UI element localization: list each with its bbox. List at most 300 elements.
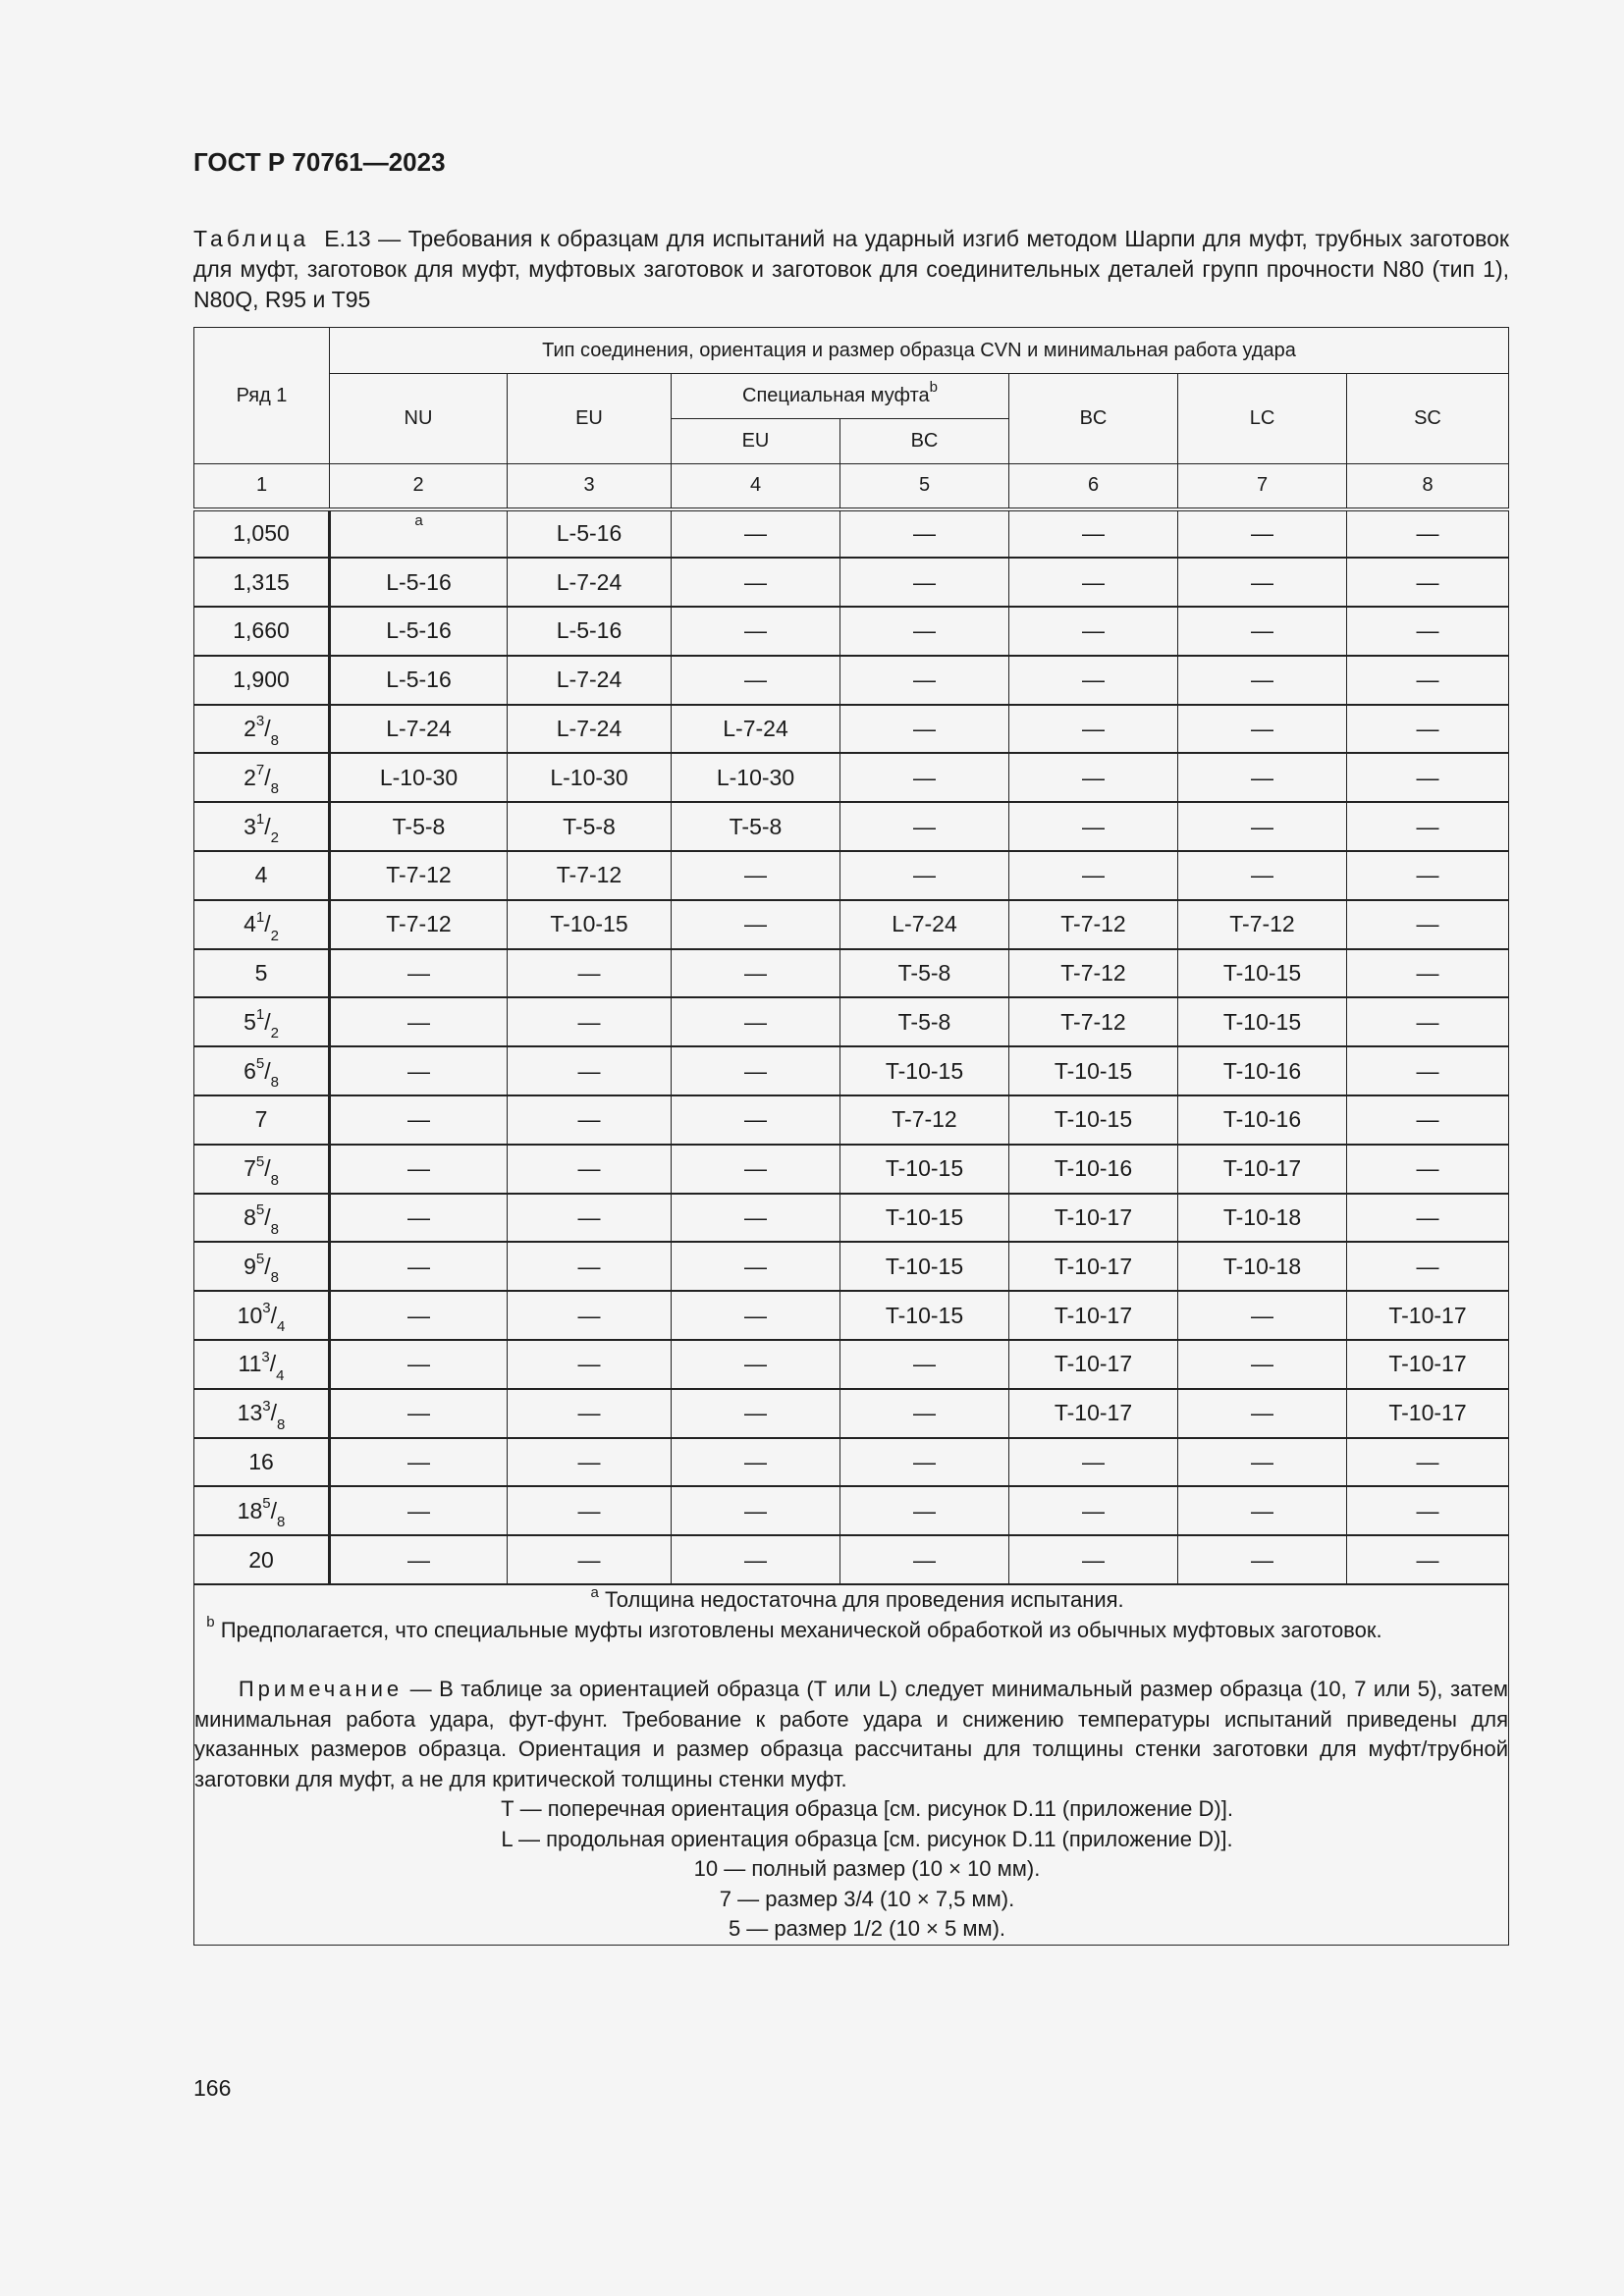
table-cell: — (672, 1291, 840, 1340)
table-cell: — (672, 1340, 840, 1389)
row-size-whole: 13 (237, 1400, 263, 1426)
table-row (194, 1145, 1509, 1194)
table-cell: — (330, 1438, 508, 1487)
table-cell: T-10-15 (1178, 997, 1347, 1046)
table-cell: — (1347, 656, 1509, 705)
table-body (194, 509, 1509, 1585)
table-cell: — (508, 1046, 672, 1095)
table-cell: — (840, 802, 1009, 851)
table-cell: — (672, 900, 840, 949)
note-paragraph (194, 1675, 1508, 1794)
col-header-eu: EU (508, 374, 672, 464)
row-size-whole: 2 (244, 716, 256, 742)
table-cell: — (1009, 753, 1178, 802)
table-cell: — (508, 1194, 672, 1243)
row-size-whole: 18 (237, 1497, 263, 1523)
table-cell: — (672, 851, 840, 900)
row-size-cell (194, 1535, 330, 1584)
table-cell: L-7-24 (330, 705, 508, 754)
table-cell: T-10-17 (1009, 1194, 1178, 1243)
table-cell: — (1009, 1486, 1178, 1535)
table-cell: — (672, 1095, 840, 1145)
special-coupling-label: Специальная муфта (742, 385, 930, 406)
table-cell: — (1009, 802, 1178, 851)
row-size-whole: 10 (237, 1302, 263, 1328)
table-cell: — (1009, 509, 1178, 559)
table-cell: T-10-15 (840, 1046, 1009, 1095)
table-cell: — (672, 1046, 840, 1095)
table-cell: — (508, 1145, 672, 1194)
table-cell: — (330, 949, 508, 998)
row-size-cell (194, 1095, 330, 1145)
table-cell: — (1347, 1486, 1509, 1535)
table-cell: — (508, 949, 672, 998)
table-row (194, 558, 1509, 607)
table-cell: — (1178, 1486, 1347, 1535)
table-cell: T-10-15 (840, 1291, 1009, 1340)
table-row (194, 1242, 1509, 1291)
table-cell: — (840, 1389, 1009, 1438)
table-row (194, 1095, 1509, 1145)
row-size-numerator: 1 (255, 1006, 265, 1024)
row-size-denominator: 4 (276, 1367, 285, 1385)
table-cell: — (508, 1340, 672, 1389)
table-cell: T-10-16 (1178, 1095, 1347, 1145)
table-cell: — (840, 558, 1009, 607)
table-cell: — (672, 1438, 840, 1487)
fraction-slash: / (270, 1497, 277, 1523)
table-cell: T-10-15 (1009, 1095, 1178, 1145)
table-cell: — (672, 1486, 840, 1535)
row-size-cell (194, 1486, 330, 1535)
table-cell: — (672, 607, 840, 656)
row-size-cell (194, 509, 330, 559)
table-cell: — (1347, 1046, 1509, 1095)
table-cell: — (1009, 705, 1178, 754)
table-cell: — (1178, 656, 1347, 705)
row-size-cell (194, 558, 330, 607)
col-header-lc: LC (1178, 374, 1347, 464)
table-cell: — (840, 509, 1009, 559)
table-row (194, 1291, 1509, 1340)
table-cell: — (840, 1438, 1009, 1487)
table-cell: — (1009, 558, 1178, 607)
table-cell: — (1178, 802, 1347, 851)
table-cell: — (1178, 1291, 1347, 1340)
table-cell: — (672, 558, 840, 607)
table-cell: — (1178, 607, 1347, 656)
row-size: 1,900 (233, 667, 290, 693)
row-size: 5 (254, 960, 268, 987)
fraction-slash: / (264, 1204, 271, 1231)
table-cell: — (1347, 802, 1509, 851)
row-size-numerator: 5 (255, 1201, 265, 1219)
table-row (194, 509, 1509, 559)
table-cell: — (672, 509, 840, 559)
table-cell: T-7-12 (508, 851, 672, 900)
row-size: 1,050 (233, 520, 290, 547)
row-size: 1,660 (233, 617, 290, 644)
row-size-cell (194, 1194, 330, 1243)
note-text: — В таблице за ориентацией образца (Т или L) следует минимальный размер образца (10, 7 или 5), затем минимальная работа удара, фут-фунт. Требование к работе удара и снижению температуры испытаний приведены для указанных размеров образца. Ориентация и размер образца рассчитаны для толщины стенки заготовки для муфт/трубной заготовки для муфт, а не для критической толщины стенки муфт. (194, 1677, 1508, 1791)
table-cell: — (1178, 851, 1347, 900)
note-line: Т — поперечная ориентация образца [см. рисунок D.11 (приложение D)]. (501, 1796, 1233, 1822)
row-size-cell (194, 1242, 330, 1291)
table-cell: — (508, 1095, 672, 1145)
footnote-ref-a: a (414, 511, 423, 529)
table-cell: — (330, 1340, 508, 1389)
table-row (194, 705, 1509, 754)
fraction-slash: / (264, 1155, 271, 1182)
table-cell: T-10-17 (1178, 1145, 1347, 1194)
table-row (194, 1340, 1509, 1389)
table-cell: T-5-8 (840, 997, 1009, 1046)
table-cell: T-10-17 (1009, 1291, 1178, 1340)
table-cell: L-7-24 (508, 705, 672, 754)
row-size-denominator: 4 (276, 1318, 286, 1336)
table-cell: — (1009, 1438, 1178, 1487)
table-row (194, 753, 1509, 802)
table-cell: — (330, 1535, 508, 1584)
row-size-whole: 9 (244, 1253, 256, 1279)
table-cell: — (330, 1095, 508, 1145)
table-cell: — (1009, 656, 1178, 705)
table-cell: — (1347, 1535, 1509, 1584)
table-cell: — (672, 1145, 840, 1194)
table-row (194, 900, 1509, 949)
table-cell: T-10-18 (1178, 1242, 1347, 1291)
table-cell: L-7-24 (840, 900, 1009, 949)
table-row (194, 1438, 1509, 1487)
row-size-cell (194, 1389, 330, 1438)
fraction-slash: / (264, 911, 271, 937)
row-size-denominator: 8 (270, 780, 279, 798)
footnote-a-mark: a (590, 1583, 599, 1601)
table-row (194, 1194, 1509, 1243)
row-size-numerator: 1 (255, 811, 265, 828)
row-size-numerator: 3 (255, 713, 265, 730)
table-cell: — (672, 1389, 840, 1438)
table-cell: — (840, 705, 1009, 754)
table-cell: — (1178, 509, 1347, 559)
table-cell: — (1178, 753, 1347, 802)
table-cell: T-10-17 (1009, 1389, 1178, 1438)
row-size-whole: 2 (244, 764, 256, 790)
table-row (194, 851, 1509, 900)
row-size-denominator: 8 (276, 1415, 286, 1433)
table-cell: — (672, 656, 840, 705)
col-header-nu: NU (330, 374, 508, 464)
table-cell: — (1347, 997, 1509, 1046)
footnote-a-text: Толщина недостаточна для проведения испытания. (605, 1587, 1124, 1613)
fraction-slash: / (269, 1351, 277, 1377)
table-cell: — (1347, 1194, 1509, 1243)
table-cell: — (672, 997, 840, 1046)
row-size-denominator: 2 (270, 1025, 279, 1042)
row-size-cell (194, 997, 330, 1046)
table-cell: T-5-8 (508, 802, 672, 851)
table-row (194, 997, 1509, 1046)
table-row (194, 1389, 1509, 1438)
fraction-slash: / (270, 1400, 277, 1426)
row-size-denominator: 2 (270, 927, 279, 944)
footnote-b-text: Предполагается, что специальные муфты изготовлены механической обработкой из обычных муфтовых заготовок. (220, 1617, 1382, 1642)
table-cell: — (1178, 1340, 1347, 1389)
table-caption (193, 224, 1509, 315)
document-header: ГОСТ Р 70761—2023 (193, 147, 446, 177)
col-number: 1 (194, 464, 330, 509)
table-cell: — (840, 607, 1009, 656)
page-number: 166 (193, 2075, 232, 2101)
table-cell: L-5-16 (508, 509, 672, 559)
col-number: 4 (672, 464, 840, 509)
table-cell: — (1347, 509, 1509, 559)
col-header-sc: SC (1347, 374, 1509, 464)
table-cell: — (1009, 607, 1178, 656)
table-cell: — (840, 1535, 1009, 1584)
table-cell: — (1347, 753, 1509, 802)
table-cell (330, 509, 508, 559)
footnote-mark-b: b (929, 379, 938, 397)
table-cell: T-7-12 (1009, 949, 1178, 998)
col-number: 3 (508, 464, 672, 509)
table-cell: — (330, 1242, 508, 1291)
row-size-cell (194, 656, 330, 705)
fraction-slash: / (264, 1057, 271, 1084)
table-cell: L-7-24 (508, 558, 672, 607)
table-cell: — (840, 753, 1009, 802)
table-cell: T-5-8 (330, 802, 508, 851)
table-cell: — (672, 949, 840, 998)
col-header-special-eu: EU (672, 419, 840, 464)
table-cell: — (508, 1486, 672, 1535)
table-cell: L-10-30 (672, 753, 840, 802)
row-size-denominator: 8 (270, 1269, 279, 1287)
row-size: 4 (254, 862, 268, 888)
footnote-b (194, 1616, 1508, 1646)
fraction-slash: / (264, 716, 271, 742)
table-cell: — (1347, 851, 1509, 900)
fraction-slash: / (264, 1008, 271, 1035)
table-cell: L-10-30 (508, 753, 672, 802)
table-cell: — (330, 1194, 508, 1243)
requirements-table (193, 327, 1509, 1946)
col-header-special-bc: BC (840, 419, 1009, 464)
note-label: Примечание (238, 1677, 404, 1702)
table-cell: — (330, 1486, 508, 1535)
table-cell: — (1347, 1095, 1509, 1145)
table-cell: L-5-16 (508, 607, 672, 656)
table-cell: — (1347, 900, 1509, 949)
row-size-numerator: 3 (262, 1397, 271, 1415)
table-cell: — (508, 1291, 672, 1340)
table-cell: — (1347, 705, 1509, 754)
table-row (194, 1535, 1509, 1584)
table-cell: — (1178, 1389, 1347, 1438)
table-cell: T-7-12 (1009, 997, 1178, 1046)
fraction-slash: / (264, 813, 271, 839)
table-cell: L-5-16 (330, 558, 508, 607)
row-size-cell (194, 851, 330, 900)
table-cell: T-5-8 (672, 802, 840, 851)
footnote-a (194, 1585, 1508, 1616)
table-caption-prefix: Таблица (193, 226, 310, 251)
table-cell: T-7-12 (330, 851, 508, 900)
row-size-numerator: 3 (261, 1348, 270, 1365)
col-number: 7 (1178, 464, 1347, 509)
table-row (194, 802, 1509, 851)
table-cell: L-7-24 (672, 705, 840, 754)
table-cell: T-10-15 (840, 1194, 1009, 1243)
row-header: Ряд 1 (194, 328, 330, 464)
footnote-b-mark: b (206, 1614, 215, 1631)
table-cell: — (840, 851, 1009, 900)
fraction-slash: / (264, 1253, 271, 1279)
table-cell: — (1347, 1242, 1509, 1291)
table-cell: T-10-17 (1347, 1291, 1509, 1340)
row-size-numerator: 5 (255, 1152, 265, 1170)
table-cell: — (1178, 1535, 1347, 1584)
table-cell: T-10-15 (840, 1145, 1009, 1194)
table-cell: T-5-8 (840, 949, 1009, 998)
col-header-bc: BC (1009, 374, 1178, 464)
table-cell: — (840, 656, 1009, 705)
table-cell: — (1347, 1145, 1509, 1194)
table-cell: T-10-18 (1178, 1194, 1347, 1243)
table-cell: — (330, 1046, 508, 1095)
table-cell: — (1347, 558, 1509, 607)
table-cell: T-10-17 (1347, 1389, 1509, 1438)
row-size-cell (194, 802, 330, 851)
row-size-whole: 3 (244, 813, 256, 839)
col-number: 6 (1009, 464, 1178, 509)
table-cell: T-7-12 (840, 1095, 1009, 1145)
table-cell: — (330, 1389, 508, 1438)
table-cell: T-10-16 (1178, 1046, 1347, 1095)
row-size-denominator: 2 (270, 829, 279, 847)
row-size-numerator: 5 (262, 1495, 271, 1513)
table-cell: — (672, 1242, 840, 1291)
table-row (194, 949, 1509, 998)
table-cell: — (672, 1535, 840, 1584)
table-row (194, 1486, 1509, 1535)
row-size-numerator: 7 (255, 762, 265, 779)
table-cell: — (840, 1486, 1009, 1535)
table-cell: — (330, 997, 508, 1046)
table-cell: — (508, 997, 672, 1046)
table-cell: T-10-15 (1009, 1046, 1178, 1095)
table-cell: — (508, 1242, 672, 1291)
table-notes (194, 1584, 1509, 1945)
row-size-denominator: 8 (270, 1074, 279, 1092)
row-size-cell (194, 1046, 330, 1095)
table-row (194, 607, 1509, 656)
table-cell: T-10-16 (1009, 1145, 1178, 1194)
note-line: 7 — размер 3/4 (10 × 7,5 мм). (719, 1886, 1015, 1911)
table-cell: — (1347, 607, 1509, 656)
table-cell: — (1009, 1535, 1178, 1584)
table-cell: — (330, 1145, 508, 1194)
table-cell: T-7-12 (1178, 900, 1347, 949)
row-size: 20 (248, 1546, 274, 1573)
row-size-whole: 8 (244, 1204, 256, 1231)
row-size-whole: 7 (244, 1155, 256, 1182)
col-number: 5 (840, 464, 1009, 509)
row-size-denominator: 8 (276, 1514, 286, 1531)
table-row (194, 656, 1509, 705)
table-cell: T-10-17 (1009, 1340, 1178, 1389)
row-size: 1,315 (233, 568, 290, 595)
table-cell: T-10-15 (1178, 949, 1347, 998)
row-size-whole: 4 (244, 911, 256, 937)
row-size-whole: 5 (244, 1008, 256, 1035)
table-cell: T-10-17 (1347, 1340, 1509, 1389)
table-cell: — (508, 1389, 672, 1438)
table-cell: L-5-16 (330, 656, 508, 705)
table-cell: T-7-12 (1009, 900, 1178, 949)
col-number: 8 (1347, 464, 1509, 509)
group-header: Тип соединения, ориентация и размер образца CVN и минимальная работа удара (330, 328, 1509, 374)
table-cell: — (1178, 1438, 1347, 1487)
row-size-whole: 6 (244, 1057, 256, 1084)
table-cell: L-10-30 (330, 753, 508, 802)
row-size-cell (194, 900, 330, 949)
note-line: 10 — полный размер (10 × 10 мм). (693, 1856, 1041, 1882)
fraction-slash: / (270, 1302, 277, 1328)
table-cell: — (1347, 1438, 1509, 1487)
table-cell: — (1009, 851, 1178, 900)
table-cell: — (1347, 949, 1509, 998)
table-cell: — (508, 1438, 672, 1487)
row-size-numerator: 3 (262, 1299, 271, 1316)
col-number: 2 (330, 464, 508, 509)
row-size: 16 (248, 1449, 274, 1475)
col-header-special-coupling (672, 374, 1009, 419)
table-cell: — (840, 1340, 1009, 1389)
table-cell: — (1178, 705, 1347, 754)
row-size-cell (194, 949, 330, 998)
row-size: 7 (254, 1106, 268, 1133)
table-cell: — (1178, 558, 1347, 607)
note-line: L — продольная ориентация образца [см. рисунок D.11 (приложение D)]. (501, 1826, 1233, 1851)
table-cell: T-7-12 (330, 900, 508, 949)
table-cell: — (330, 1291, 508, 1340)
row-size-cell (194, 1340, 330, 1389)
row-size-numerator: 1 (255, 908, 265, 926)
row-size-denominator: 8 (270, 1171, 279, 1189)
row-size-cell (194, 705, 330, 754)
row-size-cell (194, 753, 330, 802)
row-size-cell (194, 607, 330, 656)
table-cell: T-10-15 (840, 1242, 1009, 1291)
table-row (194, 1046, 1509, 1095)
row-size-whole: 11 (238, 1351, 262, 1377)
row-size-cell (194, 1438, 330, 1487)
row-size-numerator: 5 (255, 1251, 265, 1268)
table-cell: — (508, 1535, 672, 1584)
row-size-cell (194, 1145, 330, 1194)
table-cell: T-10-17 (1009, 1242, 1178, 1291)
table-cell: — (672, 1194, 840, 1243)
table-cell: L-5-16 (330, 607, 508, 656)
table-caption-text: Е.13 — Требования к образцам для испытаний на ударный изгиб методом Шарпи для муфт, трубных заготовок для муфт, заготовок для муфт, муфтовых заготовок и заготовок для соединительных деталей групп прочности N80 (тип 1), N80Q, R95 и T95 (193, 226, 1509, 312)
fraction-slash: / (264, 764, 271, 790)
row-size-cell (194, 1291, 330, 1340)
row-size-numerator: 5 (255, 1055, 265, 1072)
note-line: 5 — размер 1/2 (10 × 5 мм). (728, 1916, 1006, 1942)
row-size-denominator: 8 (270, 1220, 279, 1238)
row-size-denominator: 8 (270, 731, 279, 749)
